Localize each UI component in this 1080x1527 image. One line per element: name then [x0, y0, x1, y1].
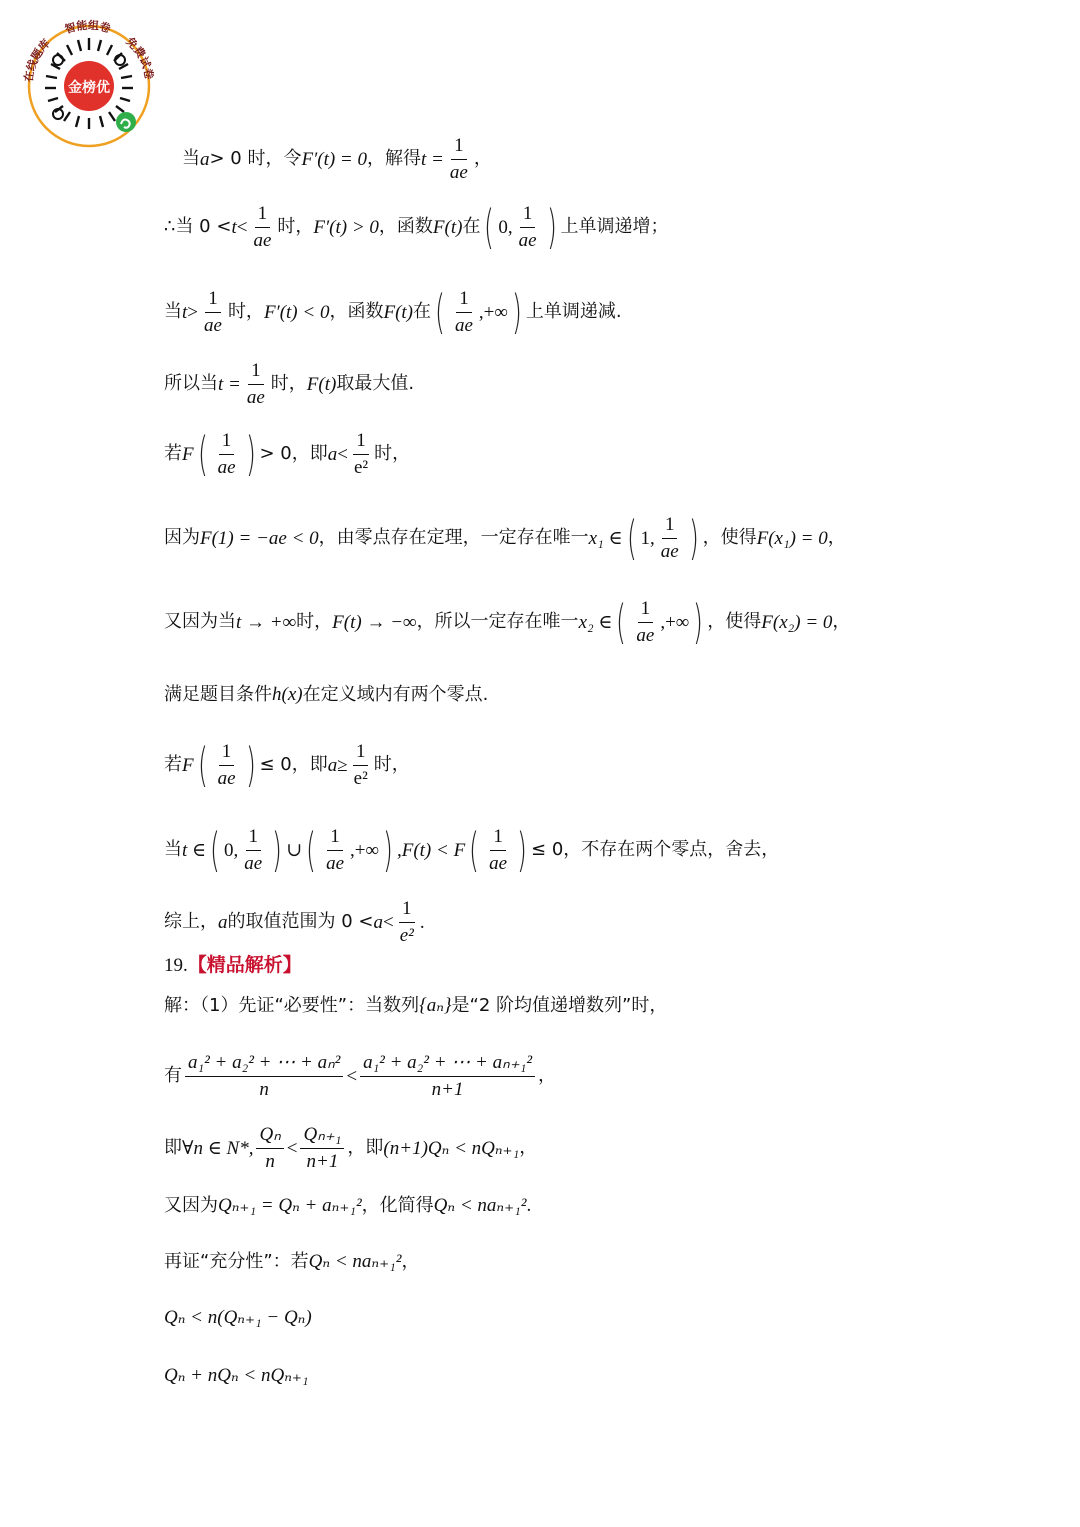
text: ，: [827, 527, 846, 549]
text: 取最大值.: [336, 373, 415, 395]
text: ，使得: [702, 527, 757, 549]
fraction: $\frac{1}{ae}$: [246, 360, 265, 408]
text: 时，: [270, 373, 307, 395]
math: 0,: [498, 216, 513, 238]
math: x₂ ∈: [578, 611, 613, 633]
fraction: $\frac{1}{\text{e²}}$: [353, 741, 368, 789]
problem-number: 19.: [164, 955, 188, 976]
math: F′(t) > 0: [313, 216, 379, 238]
solution-line-5: 若 F ( $\frac{1}{ae}$ ) > 0，即 a < $\frac{1}{\text{e²}}$ 时，: [164, 427, 411, 482]
math: <: [337, 443, 348, 465]
solution-line-2: ∴当 0 < t < $\frac{1}{ae}$ 时， F′(t) > 0 ，函数 F(t) 在 ( 0, $\frac{1}{ae}$ ) 上单调递增；: [164, 200, 669, 255]
text: 在: [413, 301, 432, 323]
text: ≤ 0，不存在两个零点，舍去，: [531, 839, 780, 861]
math: F′(t) = 0: [301, 148, 368, 170]
math: (n+1)Qₙ < nQₙ₊₁: [383, 1137, 520, 1159]
math: ,+∞: [350, 839, 380, 861]
fraction: $\frac{1}{ae}$: [204, 288, 222, 336]
fraction: $\frac{1}{ae}$: [454, 288, 473, 336]
solution-line-8: [164, 685, 488, 704]
math: ,F(t) < F: [396, 839, 466, 861]
math: .: [526, 1195, 532, 1216]
fraction: $\frac{1}{ae}$: [217, 741, 236, 789]
math: <: [346, 1065, 358, 1087]
wechat-miniprogram-icon: [116, 112, 136, 132]
text: 即: [164, 1137, 182, 1159]
fraction: $\frac{\text{a₁² + a₂² + ⋯ + aₙ²}}{n}$: [185, 1052, 343, 1101]
text: 解：（1）先证“必要性”：当数列: [164, 994, 420, 1016]
text: ，: [519, 1137, 538, 1159]
math: x₁ ∈: [588, 527, 623, 549]
math: <: [382, 911, 394, 933]
math: t: [231, 216, 237, 238]
text: ，函数: [378, 216, 433, 238]
math: F(x₂) = 0: [761, 611, 833, 633]
text: 因为: [164, 527, 200, 549]
solution-line-6: 因为 F(1) = −ae < 0 ，由零点存在定理，一定存在唯一 x₁ ∈ ( 1, $\frac{1}{ae}$ ) ，使得 F(x₁) = 0 ，: [164, 511, 846, 566]
fraction: $\frac{1}{ae}$: [253, 203, 272, 251]
fraction: $\frac{1}{ae}$: [217, 430, 236, 478]
text: 时，: [373, 754, 410, 776]
math: {aₙ}: [419, 995, 452, 1016]
text: 是“2 阶均值递增数列”时，: [451, 994, 668, 1016]
fraction: $\frac{\text{a₁² + a₂² + ⋯ + aₙ₊₁²}}{n+1}$: [360, 1052, 535, 1101]
text: ，: [832, 611, 851, 633]
text: > 0 时，令: [209, 148, 302, 170]
text: ，化简得: [361, 1194, 434, 1216]
solution-line-3: 当 t > $\frac{1}{ae}$ 时， F′(t) < 0 ，函数 F(t) 在 ( $\frac{1}{ae}$ ,+∞ ) 上单调递减.: [164, 285, 622, 340]
svg-text:在线题库: 在线题库: [21, 36, 53, 83]
math: a: [200, 148, 210, 170]
math: a: [327, 754, 338, 776]
fraction: $\frac{1}{ae}$: [636, 598, 655, 646]
math: 0,: [224, 839, 239, 861]
problem-19-header: [164, 956, 302, 975]
text: ≤ 0，即: [259, 754, 328, 776]
fraction: $\frac{1}{ae}$: [518, 203, 537, 251]
fraction: $\frac{\text{Qₙ}}{n}$: [256, 1124, 283, 1173]
fraction: $\frac{1}{ae}$: [660, 514, 679, 562]
text: 有: [164, 1065, 182, 1087]
text: ，函数: [329, 301, 384, 323]
fraction: $\frac{1}{\text{e²}}$: [353, 430, 369, 478]
solution-line-7: 又因为当 t → +∞ 时， F(t) → −∞ ，所以一定存在唯一 x₂ ∈ ( $\frac{1}{ae}$ ,+∞ ) ，使得 F(x₂) = 0 ，: [164, 595, 851, 650]
fraction: $\frac{1}{ae}$: [489, 826, 508, 874]
fraction: $\frac{1}{ae}$: [244, 826, 263, 874]
math: Qₙ + nQₙ < nQₙ₊₁: [164, 1365, 309, 1386]
solution-line-4: [164, 360, 414, 409]
text: ，使得: [707, 611, 762, 633]
solution-line-9: 若 F ( $\frac{1}{ae}$ ) ≤ 0，即 a ≥ $\frac{1}{\text{e²}}$ 时，: [164, 738, 410, 793]
math: F: [182, 754, 194, 776]
text: ∴当 0 <: [164, 216, 232, 238]
math: F(1) = −ae < 0: [200, 527, 319, 549]
math: t ∈: [182, 839, 207, 861]
jinbangyou-logo: [18, 10, 160, 152]
fraction: $\frac{1}{ae}$: [326, 826, 344, 874]
text: > 0，即: [259, 443, 328, 465]
math: ,+∞: [660, 611, 690, 633]
math: Qₙ < n(Qₙ₊₁ − Qₙ): [164, 1307, 312, 1328]
math: a: [327, 443, 338, 465]
math: F(t): [306, 373, 337, 395]
solution-line-11: [164, 898, 425, 947]
solution-line-15: [164, 1124, 537, 1173]
text: 在定义域内有两个零点.: [302, 683, 489, 705]
math: Qₙ < naₙ₊₁²: [308, 1251, 402, 1272]
svg-text:智能组卷: 智能组卷: [63, 18, 112, 37]
math: ∪: [286, 839, 303, 861]
text: 又因为当: [164, 611, 236, 633]
math: F: [182, 443, 194, 465]
text: 当: [164, 301, 182, 323]
text: ，所以一定存在唯一: [416, 611, 579, 633]
text: 若: [164, 443, 182, 465]
solution-line-19: [164, 1366, 309, 1385]
math: Qₙ₊₁ = Qₙ + aₙ₊₁²: [218, 1195, 362, 1216]
math: F′(t) < 0: [263, 301, 330, 323]
math: F(x₁) = 0: [756, 527, 828, 549]
text: ，即: [347, 1137, 384, 1159]
math: t =: [218, 373, 241, 395]
text: ，: [401, 1250, 420, 1272]
text: 当: [164, 839, 182, 861]
text: 上单调递增；: [560, 216, 669, 238]
text: 综上，: [164, 911, 218, 933]
solution-line-1: [164, 135, 492, 184]
math: ∀n ∈ N*,: [182, 1137, 254, 1159]
math: a: [218, 911, 228, 933]
text: 再证“充分性”：若: [164, 1250, 309, 1272]
svg-text:金榜优: 金榜优: [68, 80, 110, 96]
text: 时，: [277, 216, 314, 238]
text: 所以当: [164, 373, 218, 395]
text: 在: [462, 216, 481, 238]
math: t: [182, 301, 188, 323]
solution-line-10: 当 t ∈ ( 0, $\frac{1}{ae}$ ) ∪ ( $\frac{1}{ae}$ ,+∞ ) ,F(t) < F ( $\frac{1}{ae}$ ) ≤ 0，不存在两个零点，舍去，: [164, 823, 780, 878]
text: 上单调递减.: [525, 301, 622, 323]
math: F(t): [383, 301, 414, 323]
text: 又因为: [164, 1194, 218, 1216]
text: ，由零点存在定理，一定存在唯一: [318, 527, 589, 549]
text: 满足题目条件: [164, 683, 272, 705]
math: <: [286, 1137, 298, 1159]
math: .: [419, 911, 425, 933]
text: ，: [473, 148, 492, 170]
solution-line-16: [164, 1196, 531, 1215]
text: 若: [164, 754, 182, 776]
text: 时，: [374, 443, 411, 465]
math: a: [373, 911, 383, 933]
solution-line-13: [164, 996, 667, 1015]
math: t =: [421, 148, 444, 170]
math: F(t): [432, 216, 463, 238]
fraction: $\frac{1}{\text{e²}}$: [399, 898, 414, 946]
solution-line-14: [164, 1052, 556, 1101]
math: h(x): [272, 684, 303, 705]
svg-text:免费试卷: 免费试卷: [123, 34, 156, 81]
math: <: [236, 216, 248, 238]
math: 1,: [640, 527, 655, 549]
text: 的取值范围为 0 <: [227, 911, 374, 933]
text: ，解得: [367, 148, 422, 170]
fraction: $\frac{1}{ae}$: [449, 135, 468, 183]
section-tag: 【精品解析】: [187, 954, 302, 976]
math: F(t) → −∞: [332, 611, 417, 633]
math: ≥: [337, 754, 348, 776]
math: t → +∞: [236, 611, 297, 633]
math: ,+∞: [478, 301, 508, 323]
text: ，: [538, 1065, 557, 1087]
text: 时，: [227, 301, 264, 323]
text: 时，: [296, 611, 333, 633]
solution-line-17: [164, 1252, 419, 1271]
fraction: $\frac{\text{Qₙ₊₁}}{n+1}$: [300, 1124, 344, 1173]
math: >: [187, 301, 198, 323]
math: Qₙ < naₙ₊₁²: [433, 1195, 527, 1216]
solution-line-18: [164, 1308, 312, 1327]
text: 当: [182, 148, 200, 170]
